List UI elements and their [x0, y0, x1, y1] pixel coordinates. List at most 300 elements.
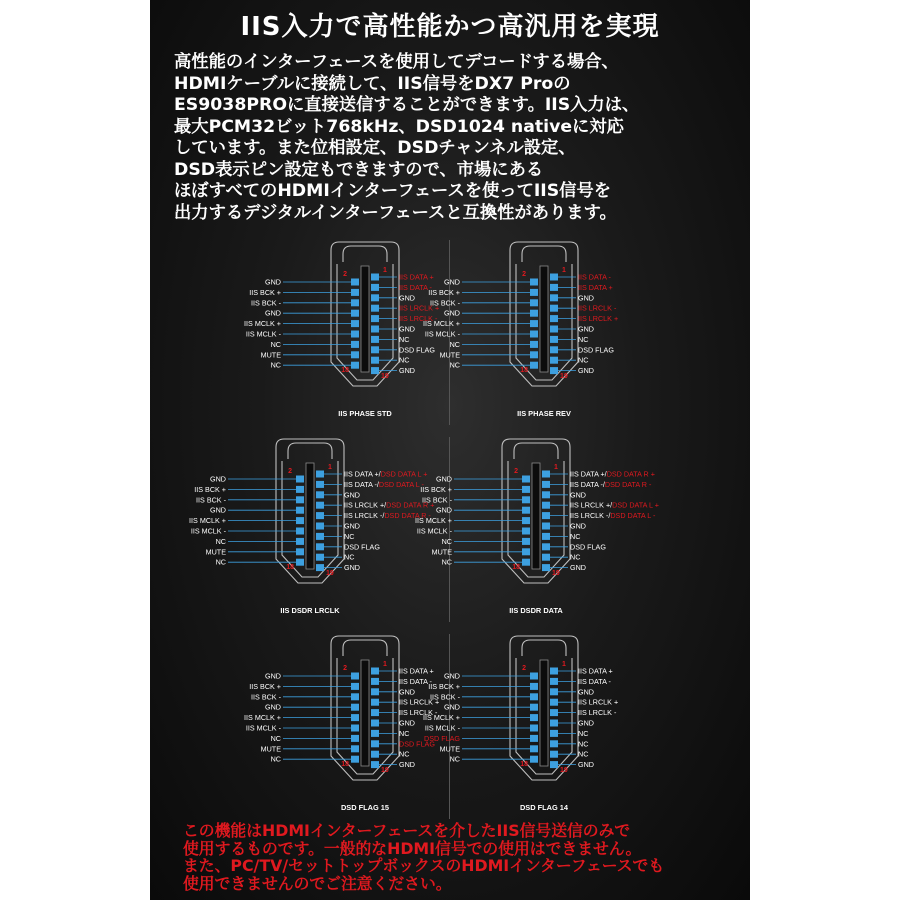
pin-label-right [578, 739, 588, 748]
pin-odd [550, 678, 558, 685]
pin-even [351, 341, 359, 348]
pin-even [351, 683, 359, 690]
pin-odd [316, 543, 324, 550]
intro-line: 出力するデジタルインターフェースと互換性があります。 [174, 202, 617, 223]
pin-odd [550, 720, 558, 727]
pin-label-right [570, 480, 652, 489]
connector-center-rail [540, 266, 548, 372]
pin-odd [550, 740, 558, 747]
pin-odd [371, 730, 379, 737]
pin-even [522, 517, 530, 524]
pin-label-left: NC [270, 360, 281, 370]
pin-odd [550, 357, 558, 364]
pin-label-left: GND [265, 308, 281, 318]
pin-label-left: IIS MCLK + [189, 516, 226, 526]
pin-label-right [570, 470, 655, 479]
pin-label-left: MUTE [439, 744, 460, 754]
pin-label-right [399, 750, 409, 759]
pin-label-right [344, 480, 424, 489]
connector-center-rail [532, 463, 540, 569]
pin-label-segment: NC [344, 552, 355, 562]
pin-odd [316, 512, 324, 519]
pin-label-segment: DSD DATA L + [612, 500, 659, 510]
pin-even [351, 331, 359, 338]
pin-even [351, 362, 359, 369]
pin-label-segment: GND [578, 718, 594, 728]
pin-label-right [570, 522, 586, 531]
intro-line: 最大PCM32ビット768kHz、DSD1024 nativeに対応 [174, 116, 624, 137]
pin-label-segment: GND [578, 687, 594, 697]
pin-label-right [344, 522, 360, 531]
pin-number: 19 [381, 373, 389, 380]
pin-number: 2 [288, 468, 292, 475]
pin-number: 18 [286, 564, 294, 571]
pin-label-segment: DSD DATA L - [378, 479, 424, 489]
pin-even [530, 351, 538, 358]
pin-label-segment: NC [570, 552, 581, 562]
notice-line: この機能はHDMIインターフェースを介したIIS信号送信のみで [183, 821, 631, 840]
diagram-caption: DSD FLAG 14 [519, 803, 569, 812]
pin-label-left: NC [449, 754, 460, 764]
pin-even [296, 548, 304, 555]
pin-odd [371, 688, 379, 695]
pin-even [522, 528, 530, 535]
pin-label-left: NC [270, 339, 281, 349]
pin-number: 1 [562, 267, 566, 274]
pin-label-left: GND [436, 505, 452, 515]
pin-even [530, 735, 538, 742]
pin-label-left: GND [436, 474, 452, 484]
pin-label-right [570, 542, 606, 551]
pin-label-segment: IIS DATA - [578, 272, 611, 282]
pin-even [296, 507, 304, 514]
pin-label-segment: GND [578, 324, 594, 334]
pin-even [296, 538, 304, 545]
hdmi-pinout-diagram [423, 636, 618, 812]
pin-label-segment: GND [399, 366, 415, 376]
pin-label-left: IIS BCK - [430, 298, 460, 308]
pin-label-left: GND [444, 277, 460, 287]
page-title: IIS入力で高性能かつ高汎用を実現 [240, 12, 660, 42]
pin-number: 2 [522, 271, 526, 278]
pin-label-left: NC [449, 339, 460, 349]
pin-label-right [399, 325, 415, 334]
pin-label-segment: IIS DATA -/ [570, 479, 605, 489]
pin-even [522, 548, 530, 555]
pin-even [530, 756, 538, 763]
pin-label-left: GND [265, 671, 281, 681]
pin-odd [371, 751, 379, 758]
pin-label-left: GND [444, 671, 460, 681]
pin-label-right [570, 511, 656, 520]
pin-label-segment: IIS DATA +/ [570, 469, 607, 479]
pin-label-left: IIS BCK - [422, 495, 452, 505]
pin-label-right [578, 698, 618, 707]
pin-label-segment: GND [399, 687, 415, 697]
pin-label-left: NC [270, 754, 281, 764]
pin-odd [316, 502, 324, 509]
pin-odd [550, 761, 558, 768]
pin-even [522, 559, 530, 566]
pin-label-segment: DSD DATA R + [386, 500, 435, 510]
pin-label-right [344, 490, 360, 499]
notice-line: また、PC/TV/セットトップボックスのHDMIインターフェースでも [183, 856, 665, 876]
pin-even [522, 486, 530, 493]
pin-label-segment: IIS DATA - [399, 676, 432, 686]
pin-odd [550, 751, 558, 758]
pin-label-right [344, 532, 354, 541]
pin-label-right [399, 719, 415, 728]
pin-number: 1 [383, 267, 387, 274]
pin-label-left: IIS MCLK - [416, 526, 452, 536]
pin-odd [316, 564, 324, 571]
pin-label-segment: IIS LRCLK + [578, 697, 619, 707]
pin-number: 1 [383, 661, 387, 668]
pin-odd [550, 336, 558, 343]
pin-odd [550, 346, 558, 353]
pin-even [351, 279, 359, 286]
pin-even [351, 735, 359, 742]
pin-label-right [578, 677, 611, 686]
pin-label-left: IIS BCK + [420, 484, 452, 494]
pin-odd [542, 523, 550, 530]
pin-odd [542, 512, 550, 519]
pin-label-segment: IIS LRCLK +/ [344, 500, 387, 510]
hdmi-pinout-diagram [244, 242, 439, 418]
pin-number: 18 [341, 367, 349, 374]
pin-label-segment: IIS LRCLK - [578, 708, 617, 718]
pin-label-segment: DSD DATA R - [604, 479, 652, 489]
pin-number: 18 [512, 564, 520, 571]
pin-label-segment: IIS LRCLK + [578, 314, 619, 324]
pin-label-segment: IIS LRCLK -/ [344, 511, 385, 521]
pin-odd [550, 305, 558, 312]
pin-odd [371, 367, 379, 374]
pin-label-right [578, 719, 594, 728]
pin-label-left: IIS MCLK - [424, 723, 460, 733]
pin-label-right [399, 273, 434, 282]
pin-label-segment: DSD DATA R - [384, 511, 431, 521]
pin-odd [542, 481, 550, 488]
pin-even [351, 310, 359, 317]
pin-odd [550, 315, 558, 322]
pin-label-left: IIS MCLK - [245, 329, 281, 339]
hdmi-pinout-diagram [415, 439, 659, 615]
pin-label-left: IIS BCK - [251, 298, 281, 308]
pin-number: 1 [562, 661, 566, 668]
pin-label-segment: GND [578, 366, 594, 376]
pin-label-right [399, 335, 409, 344]
pin-label-segment: IIS LRCLK - [578, 303, 617, 313]
pin-label-left: IIS MCLK + [415, 516, 452, 526]
pin-label-right [344, 563, 360, 572]
pin-even [351, 745, 359, 752]
pin-label-right [578, 356, 588, 365]
pin-label-segment: IIS LRCLK - [399, 708, 438, 718]
pin-odd [550, 668, 558, 675]
pin-label-segment: GND [399, 718, 415, 728]
intro-line: DSD表示ピン設定もできますので、市場にある [174, 159, 544, 180]
pin-label-left: IIS MCLK - [245, 723, 281, 733]
pin-odd [542, 471, 550, 478]
pin-label-right [578, 273, 611, 282]
pin-label-right [344, 542, 380, 551]
pin-even [530, 673, 538, 680]
pin-even [530, 693, 538, 700]
pin-label-left: GND [265, 277, 281, 287]
pin-label-right [570, 490, 586, 499]
pin-label-left: IIS MCLK + [423, 713, 460, 723]
pin-even [351, 693, 359, 700]
pin-label-segment: IIS DATA + [578, 666, 613, 676]
pin-even [296, 496, 304, 503]
intro-line: HDMIケーブルに接続して、IIS信号をDX7 Proの [174, 73, 571, 94]
pin-label-right [399, 293, 415, 302]
pin-label-right [399, 345, 435, 354]
pin-odd [316, 481, 324, 488]
pin-label-segment: IIS DATA + [399, 666, 434, 676]
pin-odd [371, 678, 379, 685]
pin-odd [550, 326, 558, 333]
pin-label-segment: NC [399, 728, 410, 738]
pin-label-segment: IIS DATA + [399, 272, 434, 282]
pin-even [351, 289, 359, 296]
pin-even [530, 299, 538, 306]
pin-odd [371, 346, 379, 353]
pin-number: 18 [520, 761, 528, 768]
pin-label-segment: NC [578, 355, 589, 365]
pin-even [530, 704, 538, 711]
pin-label-right [578, 708, 617, 717]
pin-even [351, 320, 359, 327]
pin-label-right [399, 366, 415, 375]
pin-odd [542, 564, 550, 571]
notice-line: 使用できませんのでご注意ください。 [183, 873, 452, 893]
pin-label-right [578, 283, 613, 292]
pin-label-segment: NC [399, 355, 410, 365]
pin-odd [542, 491, 550, 498]
pin-label-segment: NC [344, 531, 355, 541]
pin-label-segment: DSD DATA L - [610, 511, 656, 521]
pin-odd [550, 699, 558, 706]
pin-label-segment: GND [578, 760, 594, 770]
pin-odd [550, 730, 558, 737]
diagram-caption: IIS PHASE STD [338, 409, 392, 418]
pin-label-right [578, 687, 594, 696]
pin-even [522, 496, 530, 503]
pin-label-segment: IIS LRCLK -/ [570, 511, 611, 521]
pin-odd [542, 502, 550, 509]
pin-label-left: GND [210, 505, 226, 515]
pin-label-segment: DSD FLAG [578, 345, 614, 355]
pin-label-segment: IIS DATA -/ [344, 479, 379, 489]
pin-label-left: NC [441, 536, 452, 546]
pin-label-segment: NC [570, 531, 581, 541]
pin-even [522, 538, 530, 545]
pin-even [351, 714, 359, 721]
pin-label-segment: IIS LRCLK - [399, 314, 438, 324]
pin-odd [542, 533, 550, 540]
pin-odd [550, 367, 558, 374]
pin-label-right [570, 553, 580, 562]
pin-label-left: IIS BCK - [430, 692, 460, 702]
pin-label-right [578, 667, 613, 676]
pin-label-segment: NC [578, 749, 589, 759]
intro-line: 高性能のインターフェースを使用してデコードする場合、 [174, 52, 619, 72]
pin-label-segment: IIS LRCLK +/ [570, 500, 613, 510]
pin-label-left: NC [215, 557, 226, 567]
connector-center-rail [361, 660, 369, 766]
pin-odd [542, 554, 550, 561]
pin-even [530, 362, 538, 369]
pin-number: 19 [552, 570, 560, 577]
pin-label-left: NC [441, 557, 452, 567]
pin-label-left: NC [449, 360, 460, 370]
pin-label-left: IIS MCLK - [190, 526, 226, 536]
pin-number: 1 [328, 464, 332, 471]
pin-label-right [578, 750, 588, 759]
pin-label-right [344, 470, 427, 479]
pin-label-left: IIS MCLK + [244, 319, 281, 329]
pin-number: 19 [326, 570, 334, 577]
diagram-caption: IIS PHASE REV [517, 409, 571, 418]
pin-even [351, 725, 359, 732]
pin-odd [371, 761, 379, 768]
intro-line: ほぼすべてのHDMIインターフェースを使ってIIS信号を [174, 181, 612, 201]
pin-label-left: NC [270, 733, 281, 743]
pin-label-right [578, 293, 594, 302]
pin-label-segment: DSD DATA L + [380, 469, 428, 479]
pin-even [530, 320, 538, 327]
pin-number: 19 [381, 767, 389, 774]
diagram-caption: DSD FLAG 15 [340, 803, 390, 812]
pin-odd [316, 533, 324, 540]
pin-odd [371, 709, 379, 716]
pin-even [296, 476, 304, 483]
pin-label-segment: NC [578, 739, 589, 749]
pin-odd [371, 336, 379, 343]
pin-label-left: IIS BCK - [196, 495, 226, 505]
pin-number: 19 [560, 373, 568, 380]
pin-label-right [578, 760, 594, 769]
pin-label-left: GND [210, 474, 226, 484]
pin-label-segment: IIS LRCLK + [399, 303, 440, 313]
pin-even [296, 559, 304, 566]
pin-label-segment: DSD FLAG [570, 542, 606, 552]
pin-label-right [344, 553, 354, 562]
pin-label-segment: IIS DATA - [578, 676, 611, 686]
pin-label-right [399, 356, 409, 365]
pin-even [296, 528, 304, 535]
pin-number: 2 [522, 665, 526, 672]
pin-label-left: MUTE [431, 547, 452, 557]
pin-label-segment: NC [399, 334, 410, 344]
diagram-caption: IIS DSDR DATA [509, 606, 563, 615]
connector-center-rail [306, 463, 314, 569]
pin-label-right [399, 729, 409, 738]
pin-even [530, 745, 538, 752]
pin-label-right [570, 532, 580, 541]
pin-label-left: GND [444, 308, 460, 318]
pin-odd [550, 688, 558, 695]
pin-label-segment: GND [399, 293, 415, 303]
pin-label-right [570, 501, 659, 510]
pin-even [296, 486, 304, 493]
pin-label-right [578, 729, 588, 738]
pin-label-left: IIS BCK + [249, 681, 281, 691]
pin-label-segment: GND [570, 521, 586, 531]
pin-odd [371, 274, 379, 281]
pin-label-right [399, 687, 415, 696]
pin-label-segment: GND [570, 563, 586, 573]
pin-label-segment: NC [399, 749, 410, 759]
pin-odd [371, 326, 379, 333]
pin-label-segment: DSD DATA R + [606, 469, 655, 479]
pin-even [351, 351, 359, 358]
pin-label-left: IIS BCK - [251, 692, 281, 702]
pin-odd [371, 357, 379, 364]
pin-even [351, 673, 359, 680]
pin-label-segment: NC [578, 334, 589, 344]
pin-label-segment: DSD FLAG [344, 542, 380, 552]
pin-label-left: GND [265, 702, 281, 712]
pin-label-right [578, 335, 588, 344]
pin-odd [371, 699, 379, 706]
pin-label-right [578, 314, 618, 323]
pin-number: 2 [343, 271, 347, 278]
pin-label-segment: IIS DATA +/ [344, 469, 381, 479]
pin-label-segment: DSD FLAG [399, 345, 435, 355]
pin-label-left: NC [215, 536, 226, 546]
pin-even [530, 310, 538, 317]
pin-label-left: MUTE [260, 744, 281, 754]
notice-text [183, 822, 743, 892]
pin-label-segment: NC [578, 728, 589, 738]
pin-label-segment: GND [570, 490, 586, 500]
pin-label-left: IIS MCLK + [423, 319, 460, 329]
pin-label-right [578, 304, 617, 313]
pin-even [296, 517, 304, 524]
pin-odd [371, 740, 379, 747]
pin-even [351, 704, 359, 711]
pin-even [530, 279, 538, 286]
pin-even [530, 289, 538, 296]
pin-even [530, 331, 538, 338]
pin-label-left: MUTE [260, 350, 281, 360]
pin-label-right [344, 501, 434, 510]
pin-label-segment: IIS DATA - [399, 282, 432, 292]
pin-odd [316, 491, 324, 498]
pin-label-right [399, 667, 434, 676]
pin-even [530, 341, 538, 348]
pin-odd [371, 315, 379, 322]
diagram-caption: IIS DSDR LRCLK [280, 606, 340, 615]
pin-even [530, 725, 538, 732]
pin-number: 2 [514, 468, 518, 475]
pin-label-left: MUTE [439, 350, 460, 360]
pin-label-segment: GND [399, 324, 415, 334]
pin-label-segment: GND [344, 490, 360, 500]
pin-label-right [578, 325, 594, 334]
pin-label-left: MUTE [205, 547, 226, 557]
pin-odd [371, 284, 379, 291]
pin-label-left: DSD FLAG [424, 733, 460, 743]
hdmi-pinout-diagram [244, 636, 439, 812]
pin-label-left: IIS MCLK + [244, 713, 281, 723]
hdmi-pinout-diagram [189, 439, 434, 615]
pin-label-segment: IIS LRCLK + [399, 697, 440, 707]
pin-label-left: GND [444, 702, 460, 712]
